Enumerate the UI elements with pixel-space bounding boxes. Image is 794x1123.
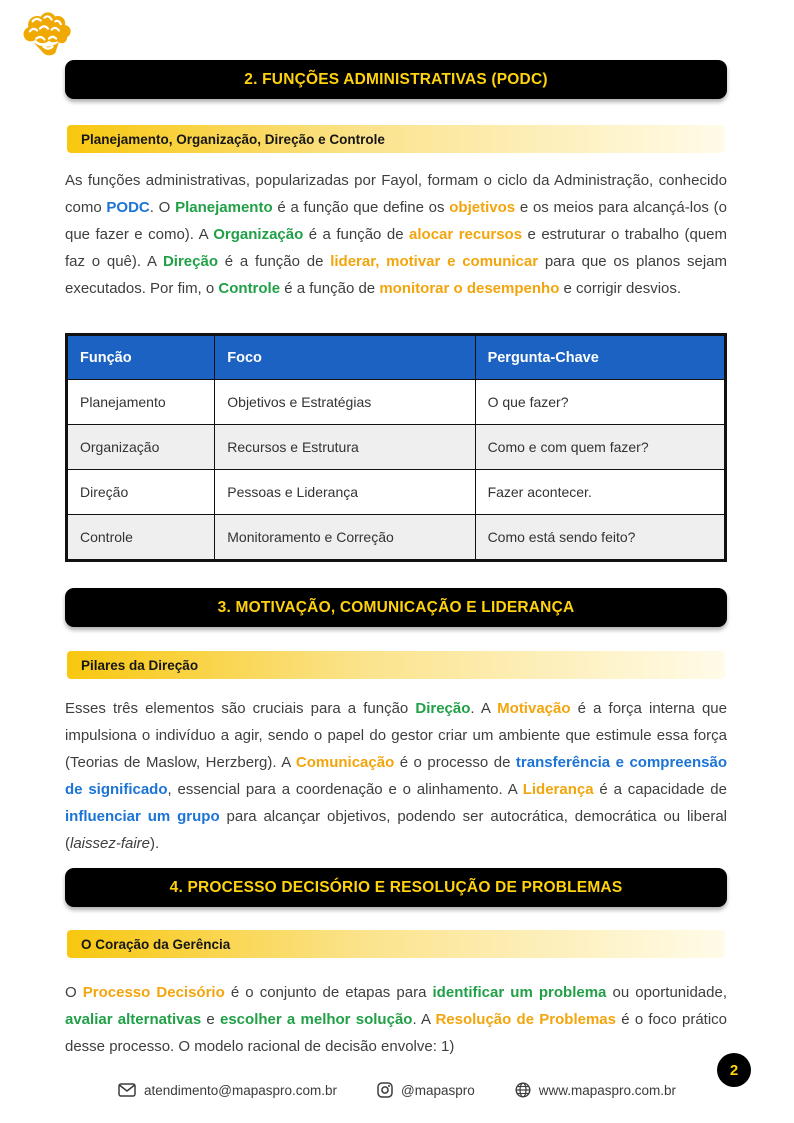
- keyword: objetivos: [449, 199, 516, 216]
- keyword: transferência e compreensão de significado: [65, 754, 727, 798]
- footer-website-text: www.mapaspro.com.br: [538, 1082, 677, 1098]
- section-4-paragraph: O Processo Decisório é o conjunto de etapas para identificar um problema ou oportunidade, avaliar alternativas e escolher a melhor solução. A Resolução de Problemas é o foco prático desse processo. O modelo racional de decisão envolve: 1): [65, 984, 728, 1055]
- footer-email: [118, 1083, 337, 1098]
- keyword: Controle: [218, 280, 281, 297]
- globe-icon: [515, 1082, 531, 1098]
- table-cell: Como e com quem fazer?: [475, 425, 725, 470]
- keyword: alocar recursos: [409, 226, 523, 243]
- table-cell: Recursos e Estrutura: [215, 425, 475, 470]
- keyword: Liderança: [522, 781, 594, 798]
- table-cell: Controle: [67, 515, 215, 561]
- section-3-title: 3. MOTIVAÇÃO, COMUNICAÇÃO E LIDERANÇA: [217, 598, 575, 616]
- footer-instagram-text: @mapaspro: [401, 1082, 475, 1098]
- table-header-cell: Foco: [215, 335, 475, 380]
- podc-table-body: [67, 380, 726, 561]
- podc-table: [65, 333, 727, 562]
- footer: [0, 1082, 794, 1098]
- envelope-icon: [118, 1083, 136, 1097]
- keyword: Processo Decisório: [82, 984, 225, 1001]
- page-number: 2: [729, 1061, 739, 1079]
- keyword: escolher a melhor solução: [220, 1011, 413, 1028]
- keyword: Direção: [162, 253, 218, 270]
- keyword: Organização: [213, 226, 304, 243]
- section-3-subtitle: Pilares da Direção: [81, 657, 199, 673]
- keyword: Motivação: [497, 700, 571, 717]
- page-content: [65, 0, 727, 1123]
- keyword: Comunicação: [295, 754, 395, 771]
- table-row: [67, 425, 726, 470]
- table-cell: Fazer acontecer.: [475, 470, 725, 515]
- section-4-subheader: [67, 930, 725, 958]
- podc-table-head: [67, 335, 726, 380]
- keyword: influenciar um grupo: [65, 808, 220, 825]
- footer-email-text: atendimento@mapaspro.com.br: [143, 1082, 337, 1098]
- table-cell: Monitoramento e Correção: [215, 515, 475, 561]
- section-2-subheader: [67, 125, 725, 153]
- table-header-cell: Pergunta-Chave: [475, 335, 725, 380]
- section-2-paragraph: As funções administrativas, popularizadas por Fayol, formam o ciclo da Administração, conhecido como PODC. O Planejamento é a função que define os objetivos e os meios para alcançá-los (o que fazer e como). A Organização é a função de alocar recursos e estruturar o trabalho (quem faz o quê). A Direção é a função de liderar, motivar e comunicar para que os planos sejam executados. Por fim, o Controle é a função de monitorar o desempenho e corrigir desvios.: [65, 172, 727, 297]
- footer-website: [515, 1082, 676, 1098]
- section-4-subtitle: O Coração da Gerência: [81, 936, 231, 952]
- keyword: liderar, motivar e comunicar: [330, 253, 539, 270]
- keyword: Resolução de Problemas: [435, 1011, 616, 1028]
- table-cell: Organização: [67, 425, 215, 470]
- table-row: [67, 515, 726, 561]
- keyword: monitorar o desempenho: [379, 280, 560, 297]
- table-cell: Planejamento: [67, 380, 215, 425]
- section-4-banner: [65, 868, 727, 907]
- keyword: laissez-faire: [70, 835, 151, 852]
- table-cell: Pessoas e Liderança: [215, 470, 475, 515]
- table-cell: O que fazer?: [475, 380, 725, 425]
- section-2-title: 2. FUNÇÕES ADMINISTRATIVAS (PODC): [244, 70, 548, 88]
- table-header-cell: Função: [67, 335, 215, 380]
- table-cell: Como está sendo feito?: [475, 515, 725, 561]
- keyword: Planejamento: [175, 199, 273, 216]
- section-3-subheader: [67, 651, 725, 679]
- table-cell: Objetivos e Estratégias: [215, 380, 475, 425]
- keyword: identificar um problema: [432, 984, 607, 1001]
- footer-instagram: [377, 1082, 475, 1098]
- keyword: PODC: [106, 199, 150, 216]
- table-cell: Direção: [67, 470, 215, 515]
- section-2-subtitle: Planejamento, Organização, Direção e Controle: [81, 131, 385, 147]
- section-2-banner: [65, 60, 727, 99]
- table-row: [67, 380, 726, 425]
- keyword: Direção: [415, 700, 471, 717]
- section-3-paragraph: Esses três elementos são cruciais para a função Direção. A Motivação é a força interna que impulsiona o indivíduo a agir, sendo o papel do gestor criar um ambiente que estimule essa força (Teorias de Maslow, Herzberg). A Comunicação é o processo de transferência e compreensão de significado, essencial para a coordenação e o alinhamento. A Liderança é a capacidade de influenciar um grupo para alcançar objetivos, podendo ser autocrática, democrática ou liberal (laissez-faire).: [65, 700, 727, 852]
- section-3-banner: [65, 588, 727, 627]
- table-row: [67, 470, 726, 515]
- keyword: avaliar alternativas: [65, 1011, 202, 1028]
- section-4-title: 4. PROCESSO DECISÓRIO E RESOLUÇÃO DE PROBLEMAS: [169, 878, 623, 896]
- instagram-icon: [377, 1082, 393, 1098]
